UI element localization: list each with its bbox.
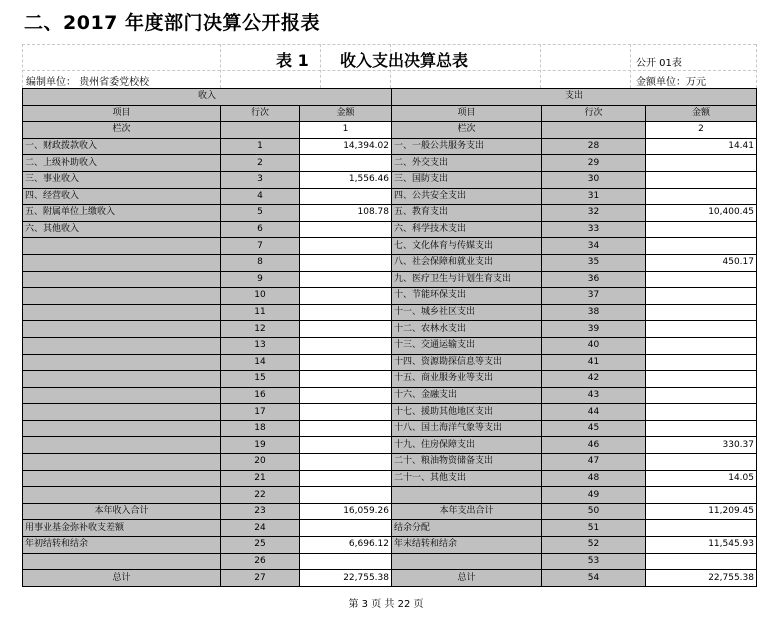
income-item-cell [23, 454, 221, 471]
column-header-row [23, 105, 757, 122]
expense-line-cell: 49 [542, 487, 646, 504]
expense-amount-cell [646, 487, 757, 504]
expense-item-cell: 十六、金融支出 [392, 387, 542, 404]
income-line-header: 行次 [221, 105, 300, 122]
income-line-cell: 25 [221, 537, 300, 554]
expense-amount-cell [646, 337, 757, 354]
expense-line-cell: 42 [542, 371, 646, 388]
expense-column-number: 2 [646, 122, 757, 139]
income-amount-cell [300, 188, 392, 205]
income-lanci-label: 栏次 [23, 122, 221, 139]
expense-item-cell: 十、节能环保支出 [392, 288, 542, 305]
expense-item-cell: 本年支出合计 [392, 503, 542, 520]
income-amount-cell [300, 155, 392, 172]
table-row [23, 221, 757, 238]
expense-line-cell: 32 [542, 205, 646, 222]
expense-item-cell: 二十一、其他支出 [392, 470, 542, 487]
document-title: 二、2017 年度部门决算公开报表 [24, 12, 320, 34]
expense-lanci-blank [542, 122, 646, 139]
expense-amount-cell: 450.17 [646, 254, 757, 271]
income-amount-cell [300, 337, 392, 354]
income-line-cell: 9 [221, 271, 300, 288]
expense-line-cell: 29 [542, 155, 646, 172]
income-line-cell: 17 [221, 404, 300, 421]
grid-line [22, 44, 23, 88]
income-line-cell: 18 [221, 420, 300, 437]
expense-amount-cell [646, 354, 757, 371]
table-row [23, 570, 757, 587]
expense-item-cell: 十九、住房保障支出 [392, 437, 542, 454]
table-row [23, 155, 757, 172]
expense-item-cell: 年末结转和结余 [392, 537, 542, 554]
page-footer: 第 3 页 共 22 页 [348, 599, 424, 610]
expense-amount-cell [646, 404, 757, 421]
expense-amount-cell [646, 171, 757, 188]
income-line-cell: 23 [221, 503, 300, 520]
income-amount-cell [300, 304, 392, 321]
income-amount-cell [300, 437, 392, 454]
income-item-cell [23, 337, 221, 354]
income-amount-cell [300, 371, 392, 388]
income-line-cell: 10 [221, 288, 300, 305]
income-amount-cell [300, 454, 392, 471]
expense-amount-cell [646, 553, 757, 570]
income-item-cell: 五、附属单位上缴收入 [23, 205, 221, 222]
expense-item-cell: 三、国防支出 [392, 171, 542, 188]
expense-amount-cell [646, 304, 757, 321]
table-name: 收入支出决算总表 [340, 51, 469, 70]
income-item-cell: 六、其他收入 [23, 221, 221, 238]
table-row [23, 254, 757, 271]
income-line-cell: 3 [221, 171, 300, 188]
income-line-cell: 8 [221, 254, 300, 271]
expense-amount-cell [646, 288, 757, 305]
expense-line-cell: 44 [542, 404, 646, 421]
income-item-cell [23, 371, 221, 388]
expense-line-cell: 54 [542, 570, 646, 587]
expense-item-cell: 九、医疗卫生与计划生育支出 [392, 271, 542, 288]
income-line-cell: 4 [221, 188, 300, 205]
income-item-cell: 四、经营收入 [23, 188, 221, 205]
expense-item-header: 项目 [392, 105, 542, 122]
expense-item-cell: 十四、资源勘探信息等支出 [392, 354, 542, 371]
income-item-cell [23, 254, 221, 271]
expense-item-cell: 一、一般公共服务支出 [392, 138, 542, 155]
income-line-cell: 14 [221, 354, 300, 371]
income-amount-cell [300, 221, 392, 238]
expense-line-cell: 46 [542, 437, 646, 454]
column-number-row [23, 122, 757, 139]
income-line-cell: 19 [221, 437, 300, 454]
income-line-cell: 6 [221, 221, 300, 238]
expense-line-cell: 33 [542, 221, 646, 238]
expense-line-cell: 41 [542, 354, 646, 371]
income-amount-cell [300, 321, 392, 338]
expense-item-cell: 四、公共安全支出 [392, 188, 542, 205]
compiling-unit-label: 编制单位： [26, 77, 76, 88]
expense-line-cell: 39 [542, 321, 646, 338]
expense-item-cell: 总计 [392, 570, 542, 587]
expense-line-cell: 52 [542, 537, 646, 554]
expense-section-header: 支出 [392, 89, 757, 106]
expense-line-cell: 38 [542, 304, 646, 321]
income-amount-cell [300, 553, 392, 570]
expense-line-cell: 45 [542, 420, 646, 437]
compiling-unit [26, 73, 149, 88]
income-line-cell: 1 [221, 138, 300, 155]
table-row [23, 304, 757, 321]
table-row [23, 321, 757, 338]
income-amount-header: 金额 [300, 105, 392, 122]
expense-line-header: 行次 [542, 105, 646, 122]
income-item-cell [23, 271, 221, 288]
table-row [23, 520, 757, 537]
income-item-cell: 总计 [23, 570, 221, 587]
grid-line [756, 44, 757, 88]
expense-item-cell: 二、外交支出 [392, 155, 542, 172]
expense-amount-cell [646, 454, 757, 471]
expense-amount-header: 金额 [646, 105, 757, 122]
income-item-cell [23, 437, 221, 454]
expense-item-cell: 六、科学技术支出 [392, 221, 542, 238]
income-line-cell: 26 [221, 553, 300, 570]
expense-line-cell: 30 [542, 171, 646, 188]
income-section-header: 收入 [23, 89, 392, 106]
expense-line-cell: 51 [542, 520, 646, 537]
expense-item-cell: 十五、商业服务业等支出 [392, 371, 542, 388]
income-item-cell: 年初结转和结余 [23, 537, 221, 554]
expense-item-cell: 结余分配 [392, 520, 542, 537]
income-item-cell [23, 387, 221, 404]
table-row [23, 205, 757, 222]
income-amount-cell [300, 254, 392, 271]
table-row [23, 288, 757, 305]
income-item-cell: 用事业基金弥补收支差额 [23, 520, 221, 537]
income-item-cell [23, 321, 221, 338]
expense-amount-cell: 11,545.93 [646, 537, 757, 554]
income-line-cell: 20 [221, 454, 300, 471]
income-item-cell [23, 354, 221, 371]
income-item-cell: 三、事业收入 [23, 171, 221, 188]
income-amount-cell [300, 487, 392, 504]
income-amount-cell: 14,394.02 [300, 138, 392, 155]
table-row [23, 354, 757, 371]
expense-amount-cell [646, 371, 757, 388]
grid-line [220, 44, 221, 88]
expense-item-cell [392, 487, 542, 504]
expense-line-cell: 43 [542, 387, 646, 404]
expense-item-cell: 七、文化体育与传媒支出 [392, 238, 542, 255]
expense-item-cell: 十八、国土海洋气象等支出 [392, 420, 542, 437]
expense-amount-cell [646, 321, 757, 338]
income-amount-cell: 22,755.38 [300, 570, 392, 587]
income-item-cell [23, 304, 221, 321]
income-item-cell [23, 288, 221, 305]
income-amount-cell: 1,556.46 [300, 171, 392, 188]
income-item-cell [23, 553, 221, 570]
expense-line-cell: 40 [542, 337, 646, 354]
income-item-cell [23, 238, 221, 255]
expense-amount-cell [646, 387, 757, 404]
income-amount-cell [300, 354, 392, 371]
expense-amount-cell: 11,209.45 [646, 503, 757, 520]
expense-line-cell: 47 [542, 454, 646, 471]
expense-amount-cell: 330.37 [646, 437, 757, 454]
income-amount-cell: 6,696.12 [300, 537, 392, 554]
compiling-unit-name: 贵州省委党校校 [79, 77, 150, 88]
income-lanci-blank [221, 122, 300, 139]
income-line-cell: 16 [221, 387, 300, 404]
expense-item-cell: 十一、城乡社区支出 [392, 304, 542, 321]
expense-line-cell: 36 [542, 271, 646, 288]
table-row [23, 337, 757, 354]
income-item-cell [23, 404, 221, 421]
income-item-cell: 本年收入合计 [23, 503, 221, 520]
income-line-cell: 5 [221, 205, 300, 222]
table-row [23, 437, 757, 454]
table-row [23, 420, 757, 437]
expense-item-cell [392, 553, 542, 570]
table-number: 表 1 [276, 51, 309, 70]
money-unit: 金额单位：万元 [636, 77, 706, 88]
expense-amount-cell: 14.05 [646, 470, 757, 487]
table-row [23, 553, 757, 570]
expense-amount-cell [646, 188, 757, 205]
table-row [23, 404, 757, 421]
income-item-cell: 二、上级补助收入 [23, 155, 221, 172]
table-row [23, 487, 757, 504]
income-item-cell [23, 487, 221, 504]
income-item-cell [23, 420, 221, 437]
expense-item-cell: 十三、交通运输支出 [392, 337, 542, 354]
income-amount-cell [300, 420, 392, 437]
expense-line-cell: 48 [542, 470, 646, 487]
table-row [23, 454, 757, 471]
table-row [23, 537, 757, 554]
income-expense-table [22, 88, 757, 587]
section-header-row [23, 89, 757, 106]
income-amount-cell [300, 238, 392, 255]
expense-item-cell: 十七、援助其他地区支出 [392, 404, 542, 421]
expense-amount-cell: 10,400.45 [646, 205, 757, 222]
table-row [23, 238, 757, 255]
table-row [23, 188, 757, 205]
expense-line-cell: 53 [542, 553, 646, 570]
expense-item-cell: 十二、农林水支出 [392, 321, 542, 338]
expense-amount-cell: 14.41 [646, 138, 757, 155]
income-line-cell: 11 [221, 304, 300, 321]
form-code: 公开 01表 [636, 58, 682, 69]
grid-line [630, 44, 631, 88]
grid-line [320, 44, 321, 88]
expense-line-cell: 34 [542, 238, 646, 255]
income-line-cell: 12 [221, 321, 300, 338]
expense-amount-cell [646, 420, 757, 437]
expense-amount-cell [646, 238, 757, 255]
expense-line-cell: 50 [542, 503, 646, 520]
income-amount-cell [300, 387, 392, 404]
income-line-cell: 2 [221, 155, 300, 172]
income-line-cell: 13 [221, 337, 300, 354]
grid-line [22, 44, 756, 45]
expense-amount-cell [646, 155, 757, 172]
income-amount-cell [300, 470, 392, 487]
expense-line-cell: 28 [542, 138, 646, 155]
table-row [23, 371, 757, 388]
expense-line-cell: 37 [542, 288, 646, 305]
expense-line-cell: 35 [542, 254, 646, 271]
income-line-cell: 22 [221, 487, 300, 504]
expense-line-cell: 31 [542, 188, 646, 205]
table-row [23, 138, 757, 155]
expense-amount-cell [646, 271, 757, 288]
income-item-cell: 一、财政拨款收入 [23, 138, 221, 155]
income-item-cell [23, 470, 221, 487]
income-line-cell: 7 [221, 238, 300, 255]
income-item-header: 项目 [23, 105, 221, 122]
income-line-cell: 24 [221, 520, 300, 537]
expense-amount-cell [646, 520, 757, 537]
expense-lanci-label: 栏次 [392, 122, 542, 139]
expense-item-cell: 五、教育支出 [392, 205, 542, 222]
grid-line [540, 44, 541, 88]
expense-amount-cell [646, 221, 757, 238]
income-amount-cell [300, 271, 392, 288]
income-amount-cell [300, 520, 392, 537]
income-column-number: 1 [300, 122, 392, 139]
income-amount-cell: 108.78 [300, 205, 392, 222]
income-amount-cell [300, 288, 392, 305]
expense-item-cell: 二十、粮油物资储备支出 [392, 454, 542, 471]
income-line-cell: 15 [221, 371, 300, 388]
income-line-cell: 27 [221, 570, 300, 587]
table-row [23, 470, 757, 487]
expense-item-cell: 八、社会保障和就业支出 [392, 254, 542, 271]
table-row [23, 503, 757, 520]
income-line-cell: 21 [221, 470, 300, 487]
table-row [23, 387, 757, 404]
income-amount-cell [300, 404, 392, 421]
income-amount-cell: 16,059.26 [300, 503, 392, 520]
expense-amount-cell: 22,755.38 [646, 570, 757, 587]
table-row [23, 171, 757, 188]
table-row [23, 271, 757, 288]
